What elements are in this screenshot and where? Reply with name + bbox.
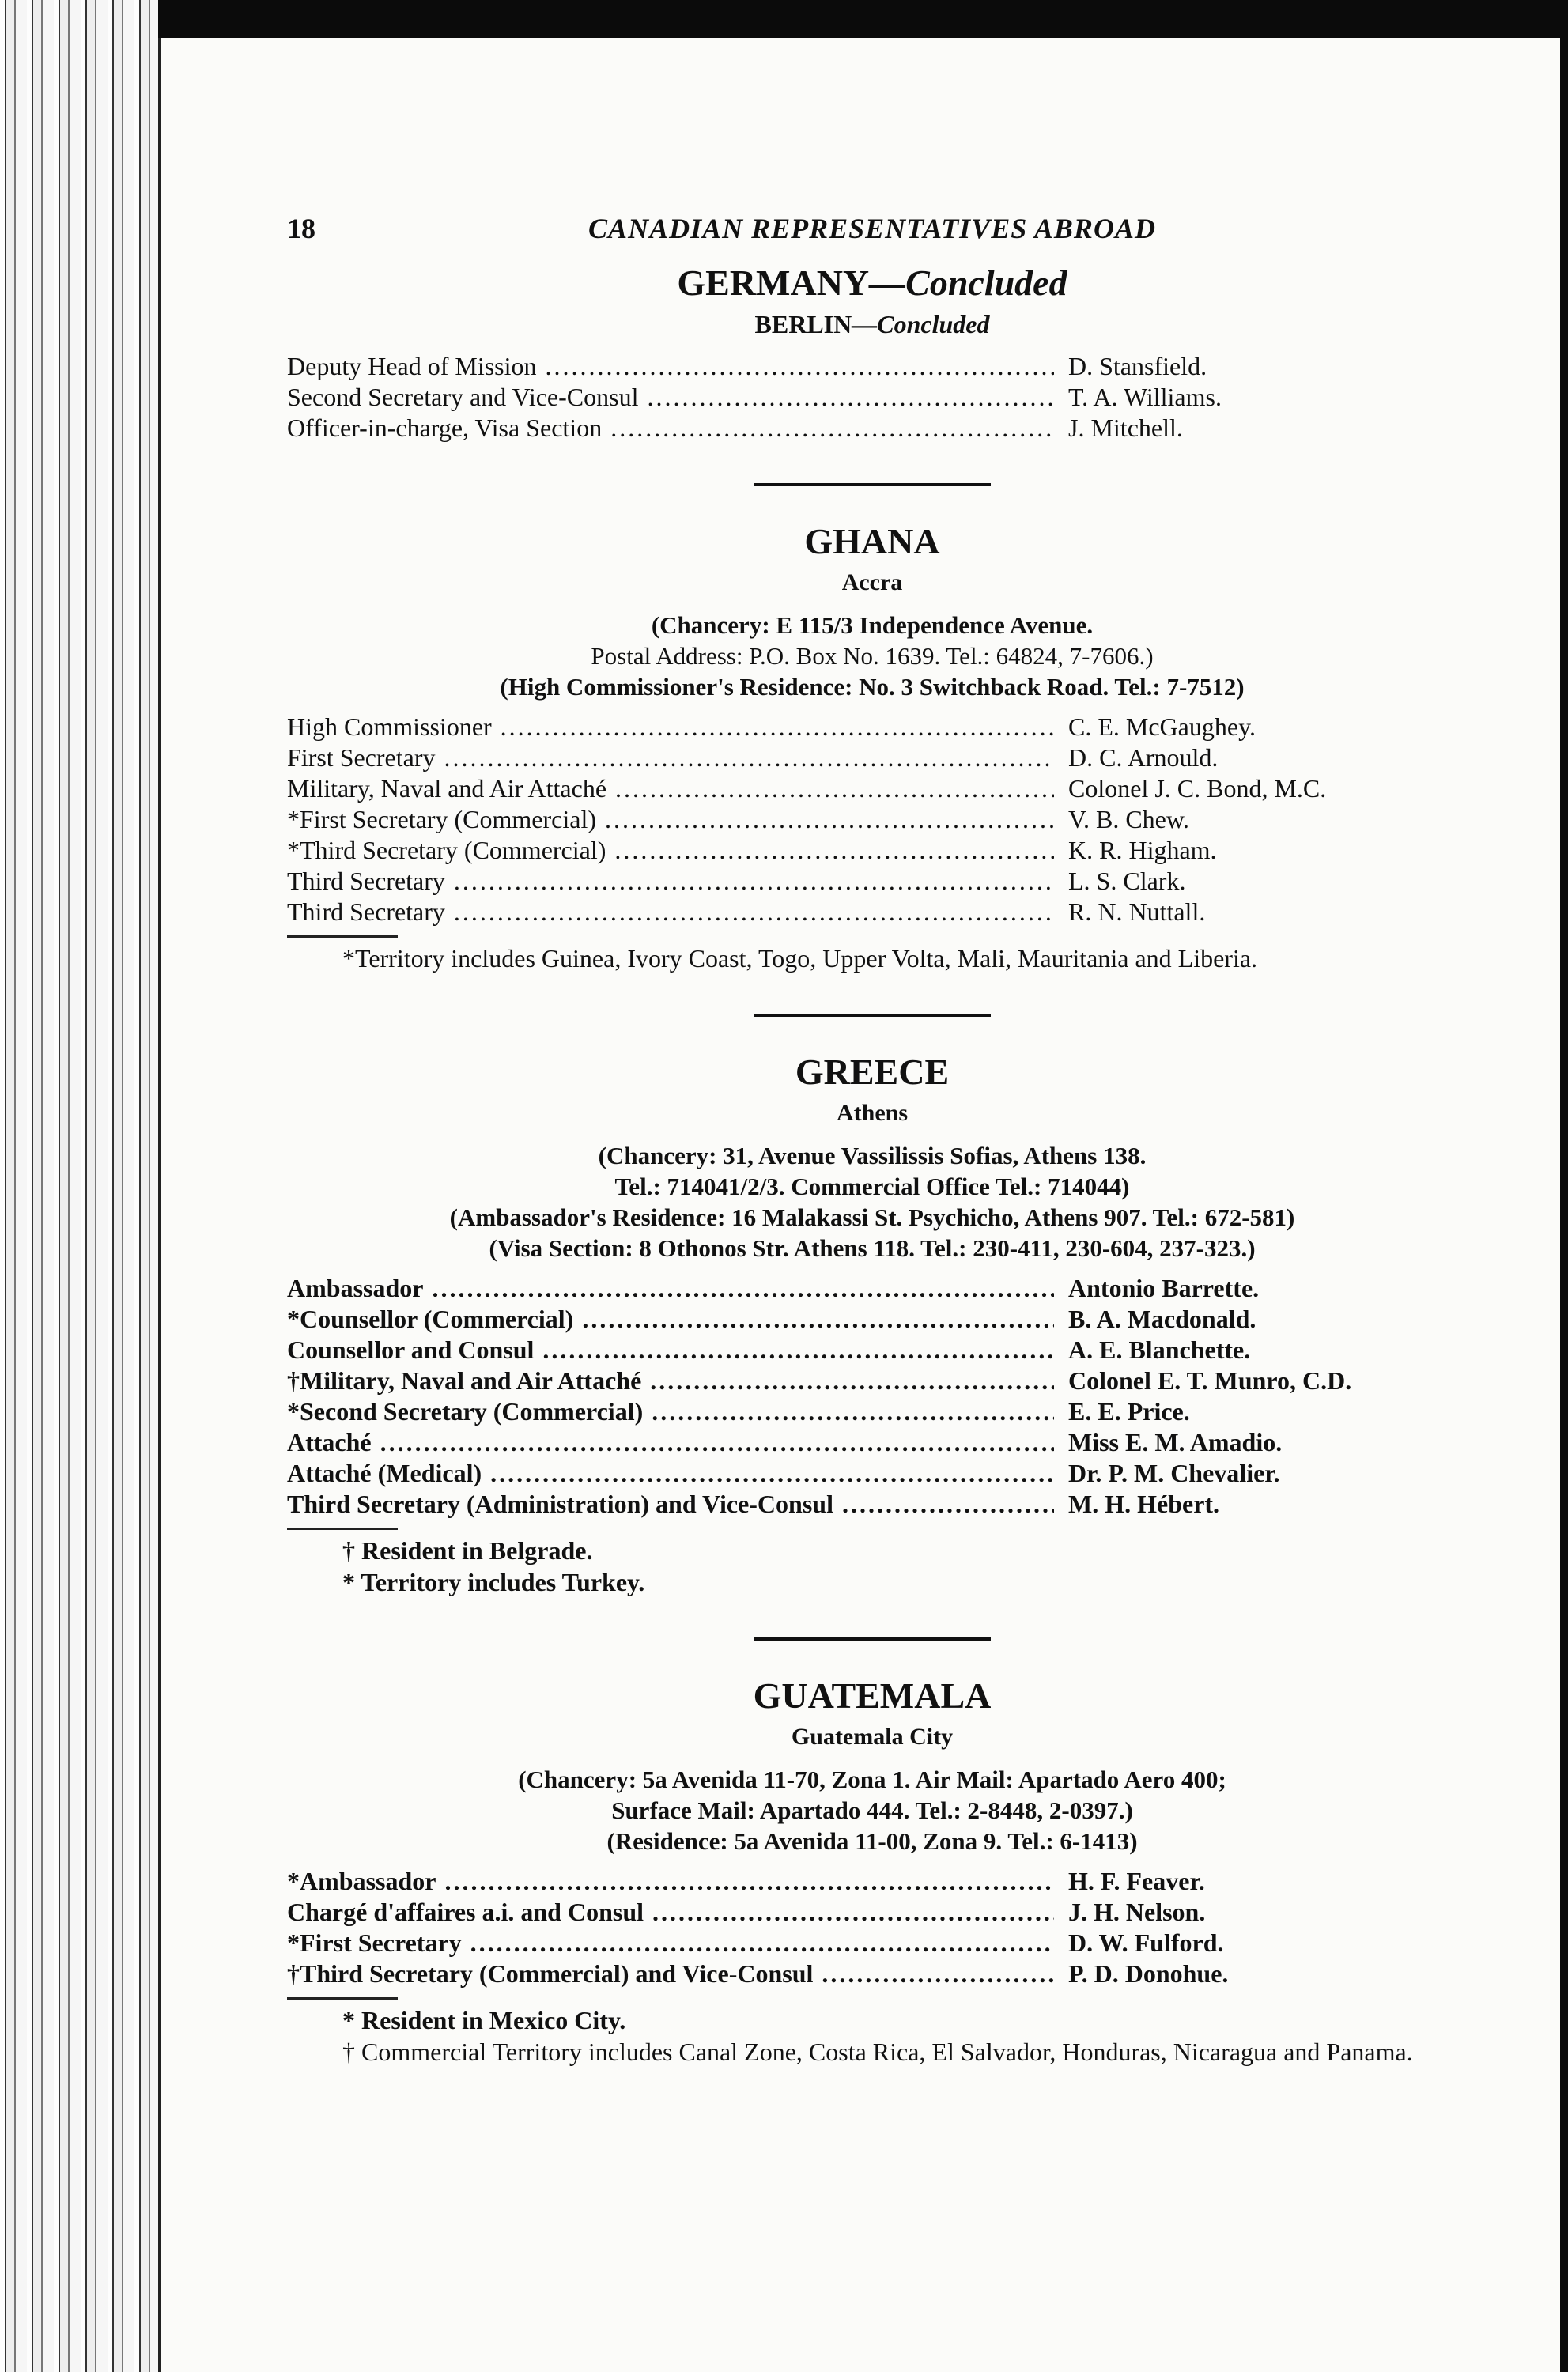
staff-row xyxy=(287,413,1457,444)
footnote: * Territory includes Turkey. xyxy=(342,1568,645,1596)
staff-row xyxy=(287,1304,1457,1335)
page-number: 18 xyxy=(287,213,315,244)
staff-row xyxy=(287,1335,1457,1365)
staff-position: Deputy Head of Mission ..... xyxy=(287,351,1054,382)
country-heading xyxy=(287,259,1457,307)
city-heading xyxy=(287,307,1457,342)
section-germany xyxy=(287,259,1457,444)
staff-position: Attaché (Medical) ..... xyxy=(287,1458,1054,1489)
staff-list xyxy=(287,1273,1457,1520)
staff-row xyxy=(287,804,1457,835)
staff-position: Chargé d'affaires a.i. and Consul ..... xyxy=(287,1897,1054,1928)
address-line: (Chancery: 5a Avenida 11-70, Zona 1. Air Mail: Apartado Aero 400; xyxy=(518,1766,1226,1793)
staff-position: High Commissioner ..... xyxy=(287,712,1054,742)
staff-name: D. Stansfield. xyxy=(1068,352,1207,380)
staff-position: First Secretary ..... xyxy=(287,742,1054,773)
staff-name: D. W. Fulford. xyxy=(1068,1928,1224,1957)
staff-row xyxy=(287,866,1457,897)
staff-position: Attaché ..... xyxy=(287,1427,1054,1458)
staff-list xyxy=(287,351,1457,444)
section-divider xyxy=(754,483,991,486)
staff-name: M. H. Hébert. xyxy=(1068,1490,1220,1518)
section-ghana xyxy=(287,518,1457,974)
staff-row xyxy=(287,1365,1457,1396)
country-heading: GHANA xyxy=(804,521,940,561)
staff-row xyxy=(287,1458,1457,1489)
staff-row xyxy=(287,1396,1457,1427)
staff-position: *Counsellor (Commercial) ..... xyxy=(287,1304,1054,1335)
staff-name: H. F. Feaver. xyxy=(1068,1867,1205,1895)
staff-name: L. S. Clark. xyxy=(1068,867,1186,895)
address-line: (Ambassador's Residence: 16 Malakassi St. Psychicho, Athens 907. Tel.: 672-581) xyxy=(449,1203,1295,1231)
staff-row xyxy=(287,712,1457,742)
address-line: Postal Address: P.O. Box No. 1639. Tel.: 64824, 7-7606.) xyxy=(591,642,1154,670)
city-name: BERLIN xyxy=(754,310,852,338)
staff-name: Antonio Barrette. xyxy=(1068,1274,1260,1302)
address-line: Surface Mail: Apartado 444. Tel.: 2-8448, 2-0397.) xyxy=(611,1796,1133,1824)
staff-name: Dr. P. M. Chevalier. xyxy=(1068,1459,1280,1487)
staff-name: J. H. Nelson. xyxy=(1068,1898,1206,1926)
country-suffix: —Concluded xyxy=(869,263,1067,303)
staff-position: Military, Naval and Air Attaché ..... xyxy=(287,773,1054,804)
city-heading: Athens xyxy=(836,1100,908,1126)
staff-position: *First Secretary ..... xyxy=(287,1928,1054,1958)
staff-row xyxy=(287,382,1457,413)
staff-name: R. N. Nuttall. xyxy=(1068,897,1206,926)
page-content xyxy=(287,212,1457,2068)
staff-position: Third Secretary (Administration) and Vice-Consul ..... xyxy=(287,1489,1054,1520)
staff-name: A. E. Blanchette. xyxy=(1068,1335,1251,1364)
country-name: GERMANY xyxy=(677,263,870,303)
staff-position: *Second Secretary (Commercial) ..... xyxy=(287,1396,1054,1427)
staff-row xyxy=(287,1866,1457,1897)
section-greece xyxy=(287,1048,1457,1598)
staff-position: Third Secretary ..... xyxy=(287,897,1054,927)
staff-position: Second Secretary and Vice-Consul ..... xyxy=(287,382,1054,413)
staff-row xyxy=(287,351,1457,382)
staff-position: Counsellor and Consul ..... xyxy=(287,1335,1054,1365)
running-title: CANADIAN REPRESENTATIVES ABROAD xyxy=(588,213,1156,244)
book-binding-edge xyxy=(0,0,158,2372)
footnote-rule xyxy=(287,935,398,938)
staff-row xyxy=(287,1427,1457,1458)
address-line: (Chancery: E 115/3 Independence Avenue. xyxy=(651,611,1094,639)
running-head xyxy=(287,212,1457,259)
staff-row xyxy=(287,897,1457,927)
staff-position: Officer-in-charge, Visa Section ..... xyxy=(287,413,1054,444)
address-line: (Visa Section: 8 Othonos Str. Athens 118. Tel.: 230-411, 230-604, 237-323.) xyxy=(489,1234,1256,1262)
address-line: (Chancery: 31, Avenue Vassilissis Sofias, Athens 138. xyxy=(598,1142,1147,1169)
staff-row xyxy=(287,1273,1457,1304)
page-sheet xyxy=(158,38,1560,2372)
staff-row xyxy=(287,835,1457,866)
staff-list xyxy=(287,1866,1457,1989)
footnote: * Resident in Mexico City. xyxy=(342,2006,626,2034)
section-divider xyxy=(754,1014,991,1017)
staff-row xyxy=(287,1958,1457,1989)
staff-position: *Ambassador ..... xyxy=(287,1866,1054,1897)
staff-name: J. Mitchell. xyxy=(1068,414,1183,442)
staff-name: Colonel E. T. Munro, C.D. xyxy=(1068,1366,1352,1395)
staff-position: †Third Secretary (Commercial) and Vice-Consul ..... xyxy=(287,1958,1054,1989)
country-heading: GUATEMALA xyxy=(753,1675,992,1716)
staff-name: Colonel J. C. Bond, M.C. xyxy=(1068,774,1327,803)
staff-name: Miss E. M. Amadio. xyxy=(1068,1428,1283,1456)
staff-position: *Third Secretary (Commercial) ..... xyxy=(287,835,1054,866)
staff-position: †Military, Naval and Air Attaché ..... xyxy=(287,1365,1054,1396)
staff-row xyxy=(287,742,1457,773)
footnotes xyxy=(287,1535,1457,1598)
footnote-rule xyxy=(287,1997,398,2000)
staff-name: C. E. McGaughey. xyxy=(1068,712,1256,741)
staff-row xyxy=(287,1897,1457,1928)
staff-name: T. A. Williams. xyxy=(1068,383,1222,411)
footnote: † Commercial Territory includes Canal Zone, Costa Rica, El Salvador, Honduras, Nicaragua and Panama. xyxy=(342,2038,1413,2066)
footnote-rule xyxy=(287,1528,398,1530)
staff-name: B. A. Macdonald. xyxy=(1068,1305,1256,1333)
city-heading: Guatemala City xyxy=(791,1724,954,1750)
staff-name: E. E. Price. xyxy=(1068,1397,1190,1426)
city-heading: Accra xyxy=(841,569,903,595)
staff-position: *First Secretary (Commercial) ..... xyxy=(287,804,1054,835)
staff-list xyxy=(287,712,1457,927)
staff-name: V. B. Chew. xyxy=(1068,805,1189,833)
staff-row xyxy=(287,773,1457,804)
address-line: Tel.: 714041/2/3. Commercial Office Tel.: 714044) xyxy=(614,1173,1130,1200)
staff-name: D. C. Arnould. xyxy=(1068,743,1219,772)
city-suffix: —Concluded xyxy=(852,310,990,338)
section-guatemala xyxy=(287,1672,1457,2068)
address-line: (High Commissioner's Residence: No. 3 Switchback Road. Tel.: 7-7512) xyxy=(500,673,1245,701)
footnote: *Territory includes Guinea, Ivory Coast, Togo, Upper Volta, Mali, Mauritania and Liberia. xyxy=(342,944,1258,973)
staff-position: Third Secretary ..... xyxy=(287,866,1054,897)
staff-name: P. D. Donohue. xyxy=(1068,1959,1229,1988)
section-divider xyxy=(754,1637,991,1641)
staff-position: Ambassador ..... xyxy=(287,1273,1054,1304)
footnote: † Resident in Belgrade. xyxy=(342,1536,593,1565)
country-heading: GREECE xyxy=(795,1052,950,1092)
staff-name: K. R. Higham. xyxy=(1068,836,1217,864)
address-line: (Residence: 5a Avenida 11-00, Zona 9. Tel.: 6-1413) xyxy=(606,1827,1138,1855)
staff-row xyxy=(287,1489,1457,1520)
staff-row xyxy=(287,1928,1457,1958)
